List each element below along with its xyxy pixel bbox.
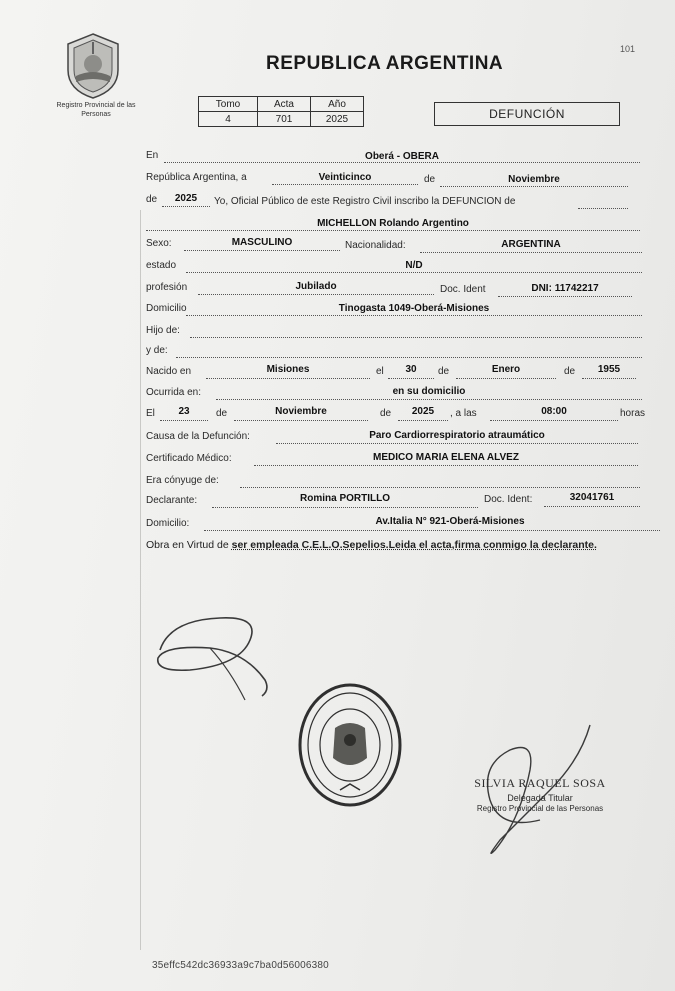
register-header-tomo: Tomo — [199, 97, 258, 112]
dotted-line — [490, 420, 618, 421]
dotted-line — [276, 443, 638, 444]
label-nacionalidad: Nacionalidad: — [345, 240, 406, 251]
label-el: el — [376, 366, 384, 377]
official-block — [440, 776, 640, 813]
label-doc-ident-2: Doc. Ident: — [484, 494, 533, 505]
value-mes: Noviembre — [508, 174, 560, 185]
label-certificado: Certificado Médico: — [146, 453, 232, 464]
value-decl-doc: 32041761 — [569, 492, 615, 503]
value-def-mes: Noviembre — [275, 406, 327, 417]
official-office: Registro Provincial de las Personas — [476, 804, 604, 813]
label-en: En — [146, 150, 159, 161]
label-el-cap: El — [146, 408, 155, 419]
label-sexo: Sexo: — [146, 238, 172, 249]
dotted-line — [234, 420, 368, 421]
dotted-line — [272, 184, 418, 185]
label-de-year: de — [146, 194, 158, 205]
dotted-line — [176, 357, 642, 358]
value-sexo: MASCULINO — [231, 237, 293, 248]
label-a-las: , a las — [450, 408, 477, 419]
page-title: REPUBLICA ARGENTINA — [266, 53, 504, 74]
register-header-row — [199, 97, 364, 112]
dotted-line — [544, 506, 640, 507]
value-hora: 08:00 — [541, 406, 567, 417]
value-estado: N/D — [405, 260, 423, 271]
value-ocurrida-en: en su domicilio — [392, 386, 466, 397]
value-obra: ser empleada C.E.L.O.Sepelios.Leida el acta,firma conmigo la declarante. — [231, 539, 597, 551]
value-declarante: Romina PORTILLO — [300, 493, 390, 504]
dotted-line — [578, 208, 628, 209]
value-causa: Paro Cardiorrespiratorio atraumático — [369, 430, 545, 441]
value-profesion: Jubilado — [295, 281, 337, 292]
dotted-line — [198, 294, 434, 295]
label-de-2: de — [438, 366, 450, 377]
register-value-row — [199, 112, 364, 127]
value-decl-domicilio: Av.Italia N° 921-Oberá-Misiones — [375, 516, 525, 527]
register-value-acta: 701 — [258, 112, 311, 127]
dotted-line — [190, 337, 642, 338]
label-de-4: de — [216, 408, 228, 419]
value-nombre: MICHELLON Rolando Argentino — [317, 218, 469, 229]
dotted-line — [240, 487, 640, 488]
label-obra: Obra en Virtud de — [146, 539, 229, 551]
label-y-de: y de: — [146, 345, 168, 356]
provincial-crest-icon — [62, 32, 124, 100]
label-declarante: Declarante: — [146, 495, 198, 506]
value-nac-anio: 1955 — [597, 364, 621, 375]
value-dia: Veinticinco — [318, 172, 372, 183]
label-ocurrida-en: Ocurrida en: — [146, 387, 202, 398]
label-de-1: de — [424, 174, 436, 185]
official-role: Delegada Titular — [507, 793, 573, 803]
margin-line — [140, 210, 141, 950]
dotted-line — [388, 378, 434, 379]
official-seal-icon — [295, 680, 405, 810]
label-nacido-en: Nacido en — [146, 366, 192, 377]
label-domicilio-2: Domicilio: — [146, 518, 190, 529]
value-nacido-en: Misiones — [266, 364, 310, 375]
label-de-3: de — [564, 366, 576, 377]
label-estado: estado — [146, 260, 177, 271]
register-header-acta: Acta — [258, 97, 311, 112]
dotted-line — [160, 420, 208, 421]
label-domicilio: Domicilio — [146, 303, 187, 314]
registry-label: Registro Provincial de las Personas — [56, 102, 136, 118]
obra-en-virtud — [146, 536, 642, 554]
label-hijo-de: Hijo de: — [146, 325, 180, 336]
document-type-box: DEFUNCIÓN — [434, 102, 620, 126]
dotted-line — [146, 230, 640, 231]
dotted-line — [254, 465, 638, 466]
label-republica: República Argentina, a — [146, 172, 247, 183]
dotted-line — [184, 250, 340, 251]
document-hash: 35effc542dc36933a9c7ba0d56006380 — [152, 960, 329, 971]
declarant-signature-icon — [150, 610, 300, 710]
dotted-line — [186, 315, 642, 316]
value-lugar: Oberá - OBERA — [365, 151, 439, 162]
label-de-5: de — [380, 408, 392, 419]
dotted-line — [212, 507, 478, 508]
dotted-line — [216, 399, 642, 400]
dotted-line — [420, 252, 642, 253]
label-causa: Causa de la Defunción: — [146, 431, 250, 442]
official-name: SILVIA RAQUEL SOSA — [474, 776, 606, 790]
dotted-line — [204, 530, 660, 531]
value-nacionalidad: ARGENTINA — [501, 239, 561, 250]
label-profesion: profesión — [146, 282, 188, 293]
register-table — [198, 96, 364, 127]
dotted-line — [498, 296, 632, 297]
label-conyuge: Era cónyuge de: — [146, 475, 219, 486]
dotted-line — [398, 420, 448, 421]
dotted-line — [164, 162, 640, 163]
value-certificado: MEDICO MARIA ELENA ALVEZ — [373, 452, 519, 463]
value-def-anio: 2025 — [411, 406, 435, 417]
dotted-line — [456, 378, 556, 379]
label-doc-ident: Doc. Ident — [440, 284, 486, 295]
label-horas: horas — [620, 408, 646, 419]
register-value-anio: 2025 — [311, 112, 364, 127]
dotted-line — [582, 378, 636, 379]
label-oficial: Yo, Oficial Público de este Registro Civil inscribo la DEFUNCION de — [214, 196, 516, 207]
value-nac-dia: 30 — [405, 364, 417, 375]
register-value-tomo: 4 — [199, 112, 258, 127]
dotted-line — [206, 378, 370, 379]
value-domicilio: Tinogasta 1049-Oberá-Misiones — [338, 303, 490, 314]
value-def-dia: 23 — [178, 406, 190, 417]
dotted-line — [162, 206, 210, 207]
page-number: 101 — [620, 44, 636, 54]
dotted-line — [440, 186, 628, 187]
value-anio: 2025 — [174, 193, 198, 204]
register-header-anio: Año — [311, 97, 364, 112]
value-nac-mes: Enero — [491, 364, 521, 375]
value-dni: DNI: 11742217 — [531, 283, 599, 294]
dotted-line — [186, 272, 642, 273]
